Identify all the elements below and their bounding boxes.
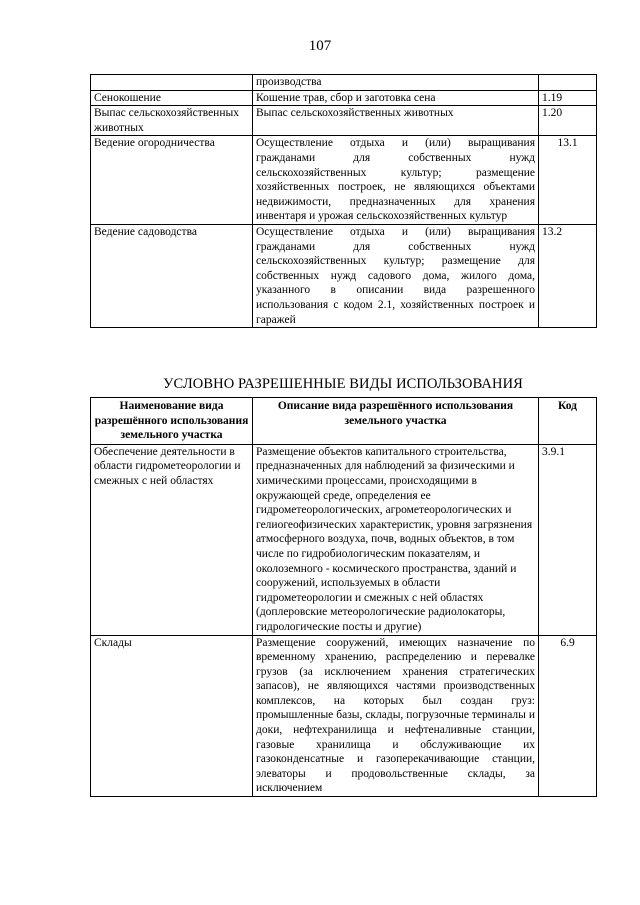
section-title: УСЛОВНО РАЗРЕШЕННЫЕ ВИДЫ ИСПОЛЬЗОВАНИЯ [163, 376, 523, 392]
table-header-row [91, 398, 597, 445]
use-code-cell: 1.20 [539, 106, 597, 136]
use-description-cell: Размещение объектов капитального строительства, предназначенных для наблюдений за физическими и химическими процессами, происходящими в окружающей среде, определения ее гидрометеорологических, агрометеорологических и гелиогеофизических характеристик, уровня загрязнения атмосферного воздуха, почв, водных объектов, в том числе по гидробиологическим показателям, и околоземного - космического пространства, зданий и сооружений, используемых в области гидрометеорологии и смежных с ней областях (доплеровские метеорологические радиолокаторы, гидрологические посты и другие) [253, 444, 539, 635]
use-name-cell: Ведение садоводства [91, 224, 253, 327]
use-description-cell: производства [253, 75, 539, 91]
use-description-cell: Размещение сооружений, имеющих назначение по временному хранению, распределению и перевалке грузов (за исключением хранения стратегических запасов), не являющихся частями производственных комплексов, на которых был создан груз: промышленные базы, склады, погрузочные терминалы и доки, нефтехранилища и нефтеналивные станции, газовые хранилища и обслуживающие их газоконденсатные и газоперекачивающие станции, элеваторы и продовольственные склады, за исключением [253, 635, 539, 797]
use-code-cell: 6.9 [539, 635, 597, 797]
use-code-cell: 13.2 [539, 224, 597, 327]
use-name-cell: Обеспечение деятельности в области гидрометеорологии и смежных с ней областях [91, 444, 253, 635]
use-name-cell: Сенокошение [91, 90, 253, 106]
header-description: Описание вида разрешённого использования земельного участка [253, 398, 539, 445]
use-description-cell: Выпас сельскохозяйственных животных [253, 106, 539, 136]
use-code-cell: 13.1 [539, 136, 597, 225]
use-name-cell: Выпас сельскохозяйственных животных [91, 106, 253, 136]
table-row [91, 90, 597, 106]
use-description-cell: Осуществление отдыха и (или) выращивания гражданами для собственных нужд сельскохозяйственных культур; размещение хозяйственных построек, не являющихся объектами недвижимости, предназначенных для хранения инвентаря и урожая сельскохозяйственных культур [253, 136, 539, 225]
use-code-cell [539, 75, 597, 91]
use-code-cell: 3.9.1 [539, 444, 597, 635]
table-row [91, 106, 597, 136]
use-description-cell: Осуществление отдыха и (или) выращивания гражданами для собственных нужд сельскохозяйственных культур; размещение для собственных нужд садового дома, жилого дома, указанного в описании вида разрешенного использования с кодом 2.1, хозяйственных построек и гаражей [253, 224, 539, 327]
use-name-cell: Склады [91, 635, 253, 797]
table-row [91, 224, 597, 327]
use-code-cell: 1.19 [539, 90, 597, 106]
table-row [91, 444, 597, 635]
permitted-uses-table [90, 74, 597, 328]
use-name-cell: Ведение огородничества [91, 136, 253, 225]
table-row [91, 136, 597, 225]
header-name: Наименование вида разрешённого использования земельного участка [91, 398, 253, 445]
header-code: Код [539, 398, 597, 445]
table-row [91, 75, 597, 91]
page-number: 107 [308, 38, 332, 54]
conditionally-permitted-uses-table [90, 397, 597, 797]
table-row [91, 635, 597, 797]
use-description-cell: Кошение трав, сбор и заготовка сена [253, 90, 539, 106]
use-name-cell [91, 75, 253, 91]
